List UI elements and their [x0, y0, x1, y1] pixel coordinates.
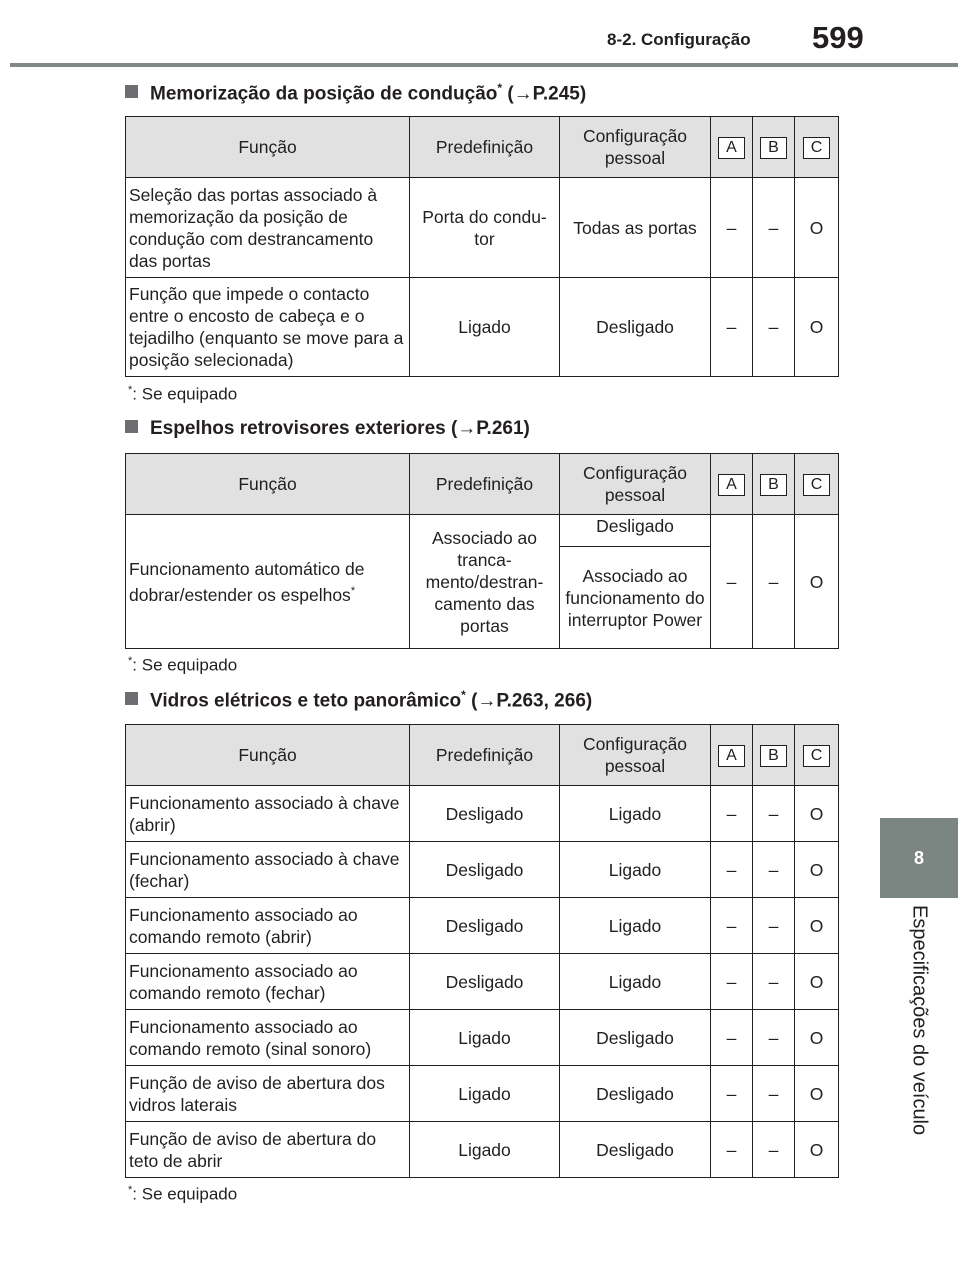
col-header-function: Função	[126, 725, 410, 786]
cell-c: O	[795, 842, 839, 898]
cell-custom: Ligado	[560, 842, 711, 898]
cell-c: O	[795, 786, 839, 842]
page-reference[interactable]: (→P.263, 266)	[471, 690, 593, 712]
cell-custom: Desligado	[560, 1122, 711, 1178]
cell-default: Porta do condu-tor	[410, 178, 560, 278]
col-header-c: C	[795, 454, 839, 515]
cell-c: O	[795, 1010, 839, 1066]
cell-b: –	[753, 898, 795, 954]
cell-a: –	[711, 1122, 753, 1178]
settings-table-driving-position	[125, 116, 839, 377]
cell-b: –	[753, 786, 795, 842]
cell-function: Funcionamento automático de dobrar/estender os espelhos*	[126, 515, 410, 649]
cell-c: O	[795, 898, 839, 954]
cell-default: Desligado	[410, 954, 560, 1010]
heading-text: Memorização da posição de condução	[150, 83, 498, 105]
table-row	[126, 898, 839, 954]
cell-a: –	[711, 898, 753, 954]
col-header-custom: Configuração pessoal	[560, 454, 711, 515]
col-header-custom: Configuração pessoal	[560, 725, 711, 786]
col-header-function: Função	[126, 454, 410, 515]
table-row	[126, 1010, 839, 1066]
cell-custom: Ligado	[560, 786, 711, 842]
square-bullet-icon	[125, 692, 138, 705]
table-row	[126, 842, 839, 898]
col-header-custom: Configuração pessoal	[560, 117, 711, 178]
cell-function: Funcionamento associado ao comando remoto (fechar)	[126, 954, 410, 1010]
cell-default: Ligado	[410, 278, 560, 377]
footnote-marker: *	[461, 688, 466, 702]
col-header-default: Predefinição	[410, 117, 560, 178]
cell-custom-2: Associado ao funcionamento do interruptor Power	[560, 547, 711, 649]
col-header-a: A	[711, 454, 753, 515]
cell-custom: Ligado	[560, 898, 711, 954]
table-row	[126, 178, 839, 278]
col-header-b: B	[753, 725, 795, 786]
table-row	[126, 954, 839, 1010]
table-header-row	[126, 454, 839, 515]
footnote-marker: *	[497, 81, 503, 95]
cell-a: –	[711, 786, 753, 842]
col-header-c: C	[795, 117, 839, 178]
footnote: *: Se equipado	[128, 1184, 238, 1204]
cell-b: –	[753, 842, 795, 898]
cell-default: Ligado	[410, 1010, 560, 1066]
cell-function: Seleção das portas associado à memorização da posição de condução com destrancamento das portas	[126, 178, 410, 278]
col-header-b: B	[753, 117, 795, 178]
square-bullet-icon	[125, 420, 138, 433]
cell-a: –	[711, 1066, 753, 1122]
section-heading-windows	[125, 688, 592, 712]
col-header-a: A	[711, 117, 753, 178]
header-divider	[10, 63, 958, 67]
cell-c: O	[795, 954, 839, 1010]
cell-a: –	[711, 178, 753, 278]
page-number: 599	[812, 20, 864, 55]
cell-function: Funcionamento associado à chave (fechar)	[126, 842, 410, 898]
cell-custom: Desligado	[560, 278, 711, 377]
cell-custom: Desligado	[560, 1066, 711, 1122]
section-title: 8-2. Configuração	[607, 30, 751, 49]
cell-function: Função que impede o contacto entre o encosto de cabeça e o tejadilho (enquanto se move para a posição selecionada)	[126, 278, 410, 377]
cell-c: O	[795, 278, 839, 377]
table-row	[126, 1066, 839, 1122]
cell-custom: Todas as portas	[560, 178, 711, 278]
page-reference[interactable]: (→P.261)	[450, 418, 530, 439]
cell-b: –	[753, 278, 795, 377]
cell-custom-1: Desligado	[560, 515, 711, 547]
cell-function: Funcionamento associado ao comando remoto (sinal sonoro)	[126, 1010, 410, 1066]
table-row	[126, 1122, 839, 1178]
table-row	[126, 515, 839, 547]
cell-function: Funcionamento associado à chave (abrir)	[126, 786, 410, 842]
table-row	[126, 278, 839, 377]
heading-text: Vidros elétricos e teto panorâmico	[150, 690, 462, 712]
cell-b: –	[753, 1066, 795, 1122]
col-header-default: Predefinição	[410, 725, 560, 786]
cell-b: –	[753, 1122, 795, 1178]
cell-function: Função de aviso de abertura dos vidros laterais	[126, 1066, 410, 1122]
cell-function: Funcionamento associado ao comando remoto (abrir)	[126, 898, 410, 954]
section-heading-mirrors	[125, 418, 530, 440]
chapter-tab	[880, 818, 958, 898]
cell-custom: Ligado	[560, 954, 711, 1010]
page-reference[interactable]: (→P.245)	[507, 83, 587, 105]
cell-c: O	[795, 178, 839, 278]
cell-a: –	[711, 515, 753, 649]
cell-default: Ligado	[410, 1066, 560, 1122]
cell-b: –	[753, 954, 795, 1010]
settings-table-mirrors	[125, 453, 839, 649]
cell-a: –	[711, 1010, 753, 1066]
cell-a: –	[711, 842, 753, 898]
footnote: *: Se equipado	[128, 384, 238, 404]
table-header-row	[126, 725, 839, 786]
heading-text: Espelhos retrovisores exteriores	[150, 418, 446, 439]
cell-default: Desligado	[410, 786, 560, 842]
cell-c: O	[795, 1066, 839, 1122]
cell-b: –	[753, 515, 795, 649]
chapter-number: 8	[913, 847, 924, 868]
cell-b: –	[753, 178, 795, 278]
cell-default: Desligado	[410, 898, 560, 954]
cell-c: O	[795, 515, 839, 649]
cell-a: –	[711, 278, 753, 377]
cell-function: Função de aviso de abertura do teto de abrir	[126, 1122, 410, 1178]
section-heading-driving-position	[125, 81, 586, 105]
cell-custom: Desligado	[560, 1010, 711, 1066]
col-header-c: C	[795, 725, 839, 786]
cell-default: Associado ao tranca-mento/destran-camento das portas	[410, 515, 560, 649]
table-header-row	[126, 117, 839, 178]
square-bullet-icon	[125, 85, 138, 98]
cell-a: –	[711, 954, 753, 1010]
cell-default: Desligado	[410, 842, 560, 898]
settings-table-windows	[125, 724, 839, 1178]
col-header-b: B	[753, 454, 795, 515]
cell-c: O	[795, 1122, 839, 1178]
col-header-default: Predefinição	[410, 454, 560, 515]
col-header-a: A	[711, 725, 753, 786]
col-header-function: Função	[126, 117, 410, 178]
chapter-label: Especificações do veículo	[908, 905, 931, 1136]
cell-b: –	[753, 1010, 795, 1066]
footnote: *: Se equipado	[128, 655, 238, 675]
cell-default: Ligado	[410, 1122, 560, 1178]
table-row	[126, 786, 839, 842]
